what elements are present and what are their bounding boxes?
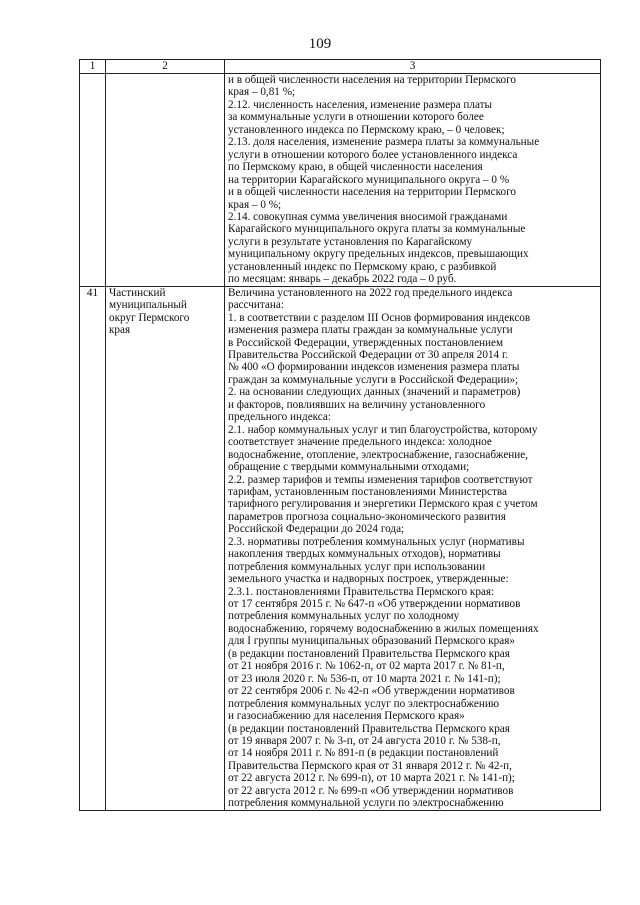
description-text-line: 2.12. численность населения, изменение размера платы — [228, 98, 493, 111]
column-header-1: 1 — [80, 60, 106, 74]
description-text-line: 2.3.1. постановлениями Правительства Пермского края: — [228, 585, 495, 598]
municipality-name-line: Частинский — [109, 286, 166, 299]
description-text-line: 2.1. набор коммунальных услуг и тип благоустройства, которому — [228, 423, 538, 436]
description-text-line: земельного участка и надворных построек, утвержденные: — [228, 573, 509, 586]
description-text-line: тарифного регулирования и энергетики Пермского края с учетом — [228, 498, 538, 511]
description-text-line: края – 0,81 %; — [228, 86, 296, 99]
description-text-line: № 400 «О формировании индексов изменения размера платы — [228, 361, 520, 374]
table-row — [80, 286, 601, 810]
description-text-line: в Российской Федерации, утвержденных постановлением — [228, 336, 504, 349]
description-text-line: по месяцам: январь – декабрь 2022 года – 0 руб. — [228, 273, 457, 286]
description-text-line: накопления твердых коммунальных отходов), нормативы — [228, 548, 501, 561]
description-text-line: Величина установленного на 2022 год предельного индекса — [228, 286, 513, 299]
description-text-line: водоснабжению, горячему водоснабжению в жилых помещениях — [228, 622, 539, 635]
document-table — [79, 59, 601, 811]
description-cell — [225, 286, 601, 810]
description-text-line: водоснабжение, отопление, электроснабжение, газоснабжение, — [228, 448, 529, 461]
description-text-line: 2. на основании следующих данных (значений и параметров) — [228, 386, 521, 399]
description-text-line: по Пермскому краю, в общей численности населения — [228, 161, 483, 174]
page-number: 109 — [308, 36, 332, 52]
description-text-line: услуги в отношении которого более установленного индекса — [228, 148, 518, 161]
description-text-line: от 14 ноября 2011 г. № 891-п (в редакции постановлений — [228, 747, 499, 760]
description-text-line: тарифам, установленным постановлениями Министерства — [228, 485, 507, 498]
description-text-line: граждан за коммунальные услуги в Российской Федерации»; — [228, 373, 519, 386]
description-cell — [225, 74, 601, 287]
description-text-line: Правительства Российской Федерации от 30 апреля 2014 г. — [228, 348, 509, 361]
description-text-line: установленного индекса по Пермскому краю, – 0 человек; — [228, 123, 505, 136]
municipality-name-cell — [106, 74, 225, 287]
column-header-2: 2 — [106, 60, 225, 74]
municipality-name-line: округ Пермского — [109, 311, 190, 324]
row-number-cell — [80, 74, 106, 287]
municipality-name-cell — [106, 286, 225, 810]
description-text-line: и факторов, повлиявших на величину установленного — [228, 398, 486, 411]
description-text-line: 2.14. совокупная сумма увеличения вносимой гражданами — [228, 210, 508, 223]
description-text-line: за коммунальные услуги в отношении которого более — [228, 111, 484, 124]
municipality-name-line: муниципальный — [109, 299, 187, 312]
description-text-line: рассчитана: — [228, 299, 284, 312]
description-text-line: (в редакции постановлений Правительства Пермского края — [228, 722, 510, 735]
description-text-line: установленный индекс по Пермскому краю, с разбивкой — [228, 260, 497, 273]
table-row — [80, 74, 601, 287]
description-text-line: потребления коммунальных услуг по холодному — [228, 610, 460, 623]
description-text-line: на территории Карагайского муниципального округа – 0 % — [228, 173, 510, 186]
description-text-line: и в общей численности населения на территории Пермского — [228, 74, 516, 86]
description-text-line: изменения размера платы граждан за коммунальные услуги — [228, 324, 513, 337]
description-text-line: края – 0 %; — [228, 198, 282, 211]
description-text-line: Российской Федерации до 2024 года; — [228, 523, 405, 536]
column-header-3: 3 — [225, 60, 601, 74]
municipality-name-line: края — [109, 324, 131, 337]
description-text-line: 2.13. доля населения, изменение размера платы за коммунальные — [228, 136, 540, 149]
description-text-line: 1. в соответствии с разделом III Основ формирования индексов — [228, 311, 531, 324]
description-text-line: от 22 сентября 2006 г. № 42-п «Об утверждении нормативов — [228, 685, 515, 698]
description-text-line: от 19 января 2007 г. № 3-п, от 24 августа 2010 г. № 538-п, — [228, 735, 501, 748]
description-text-line: Карагайского муниципального округа платы за коммунальные — [228, 223, 526, 236]
description-text-line: потребления коммунальной услуги по электроснабжению — [228, 797, 504, 810]
description-text-line: предельного индекса: — [228, 411, 331, 424]
description-text-line: 2.3. нормативы потребления коммунальных услуг (нормативы — [228, 535, 525, 548]
description-text-line: и в общей численности населения на территории Пермского — [228, 186, 516, 199]
description-text-line: потребления коммунальных услуг по электроснабжению — [228, 697, 500, 710]
description-text-line: параметров прогноза социально-экономического развития — [228, 510, 506, 523]
description-text-line: Правительства Пермского края от 31 января 2012 г. № 42-п, — [228, 759, 512, 772]
description-text-line: для I группы муниципальных образований Пермского края» — [228, 635, 515, 648]
description-text-line: потребления коммунальных услуг при использовании — [228, 560, 486, 573]
table-header — [80, 60, 601, 74]
description-text-line: услуги в результате установления по Карагайскому — [228, 235, 473, 248]
description-text-line: от 22 августа 2012 г. № 699-п), от 10 марта 2021 г. № 141-п); — [228, 772, 515, 785]
description-text-line: от 22 августа 2012 г. № 699-п «Об утверждении нормативов — [228, 784, 514, 797]
description-text-line: обращение с твердыми коммунальными отходами; — [228, 461, 470, 474]
table-header-row — [80, 60, 601, 74]
description-text-line: и газоснабжению для населения Пермского края» — [228, 710, 465, 723]
description-text-line: (в редакции постановлений Правительства Пермского края — [228, 647, 510, 660]
description-text-line: от 21 ноября 2016 г. № 1062-п, от 02 марта 2017 г. № 81-п, — [228, 660, 505, 673]
description-text-line: от 17 сентября 2015 г. № 647-п «Об утверждении нормативов — [228, 598, 521, 611]
description-text-line: от 23 июля 2020 г. № 536-п, от 10 марта 2021 г. № 141-п); — [228, 672, 501, 685]
row-number-cell: 41 — [80, 286, 106, 810]
description-text-line: муниципальному округу предельных индексов, превышающих — [228, 248, 529, 261]
description-text-line: 2.2. размер тарифов и темпы изменения тарифов соответствуют — [228, 473, 533, 486]
table-body — [80, 74, 601, 811]
description-text-line: соответствует значение предельного индекса: холодное — [228, 436, 492, 449]
